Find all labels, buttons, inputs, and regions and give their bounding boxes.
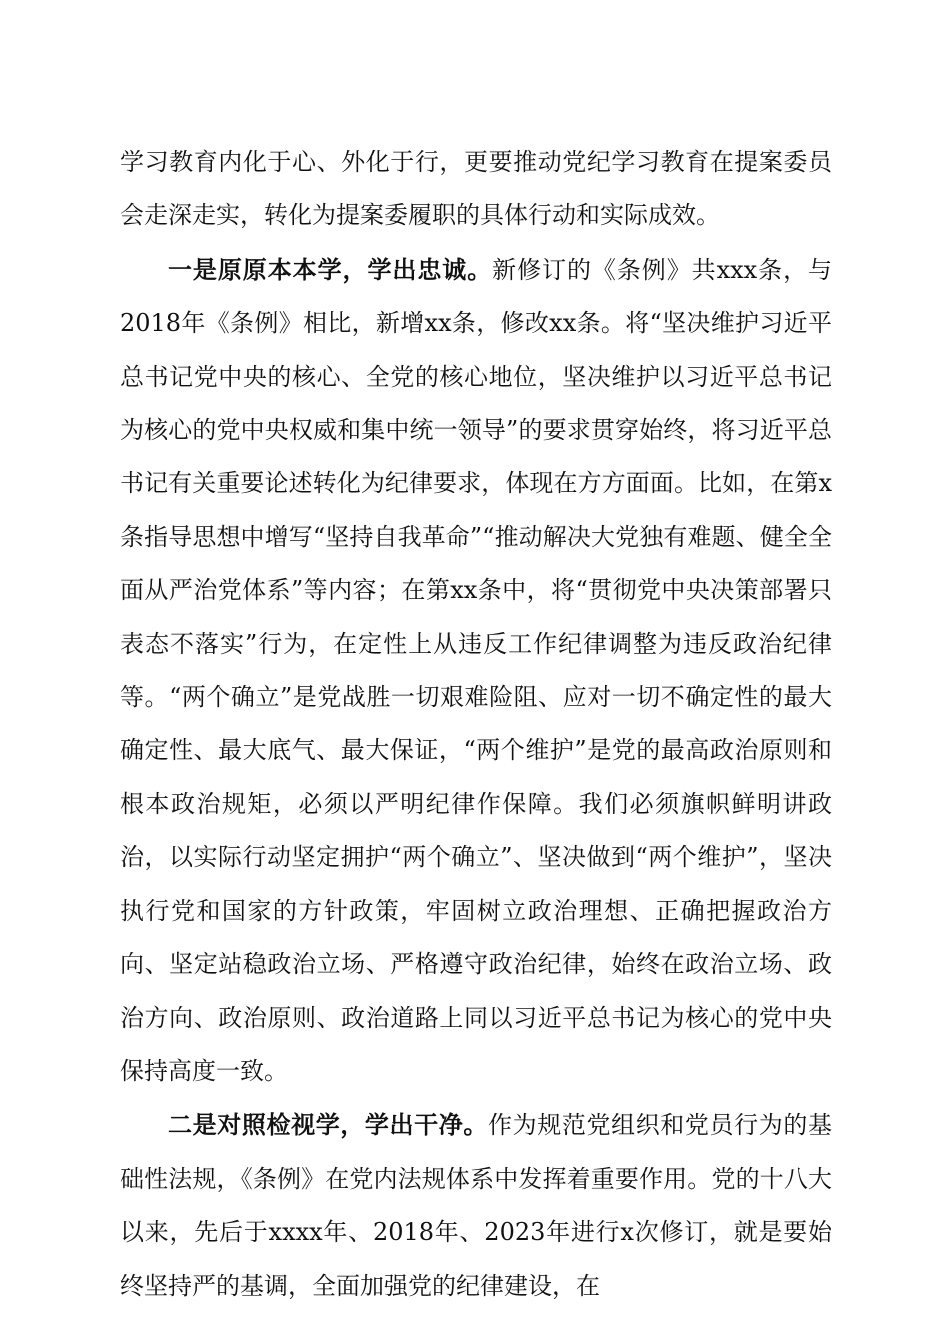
- paragraph-2: [120, 243, 832, 1099]
- paragraph-3: [120, 1098, 832, 1313]
- document-body: [120, 136, 832, 1313]
- paragraph-2-text: 新修订的《条例》共xxx条，与2018年《条例》相比，新增xx条，修改xx条。将“坚决维护习近平总书记党中央的核心、全党的核心地位，坚决维护以习近平总书记为核心的党中央权威和集中统一领导”的要求贯穿始终，将习近平总书记有关重要论述转化为纪律要求，体现在方方面面。比如，在第x条指导思想中增写“坚持自我革命”“推动解决大党独有难题、健全全面从严治党体系”等内容；在第xx条中，将“贯彻党中央决策部署只表态不落实”行为，在定性上从违反工作纪律调整为违反政治纪律等。“两个确立”是党战胜一切艰难险阻、应对一切不确定性的最大确定性、最大底气、最大保证，“两个维护”是党的最高政治原则和根本政治规矩，必须以严明纪律作保障。我们必须旗帜鲜明讲政治，以实际行动坚定拥护“两个确立”、坚决做到“两个维护”，坚决执行党和国家的方针政策，牢固树立政治理想、正确把握政治方向、坚定站稳政治立场、严格遵守政治纪律，始终在政治立场、政治方向、政治原则、政治道路上同以习近平总书记为核心的党中央保持高度一致。: [120, 255, 833, 1085]
- paragraph-3-lead: 二是对照检视学，学出干净。: [168, 1110, 488, 1140]
- paragraph-1-text: 学习教育内化于心、外化于行，更要推动党纪学习教育在提案委员会走深走实，转化为提案委履职的具体行动和实际成效。: [120, 148, 832, 230]
- paragraph-1: [120, 136, 832, 243]
- paragraph-2-lead: 一是原原本本学，学出忠诚。: [168, 254, 493, 284]
- paragraph-3-text: 作为规范党组织和党员行为的基础性法规，《条例》在党内法规体系中发挥着重要作用。党的十八大以来，先后于xxxx年、2018年、2023年进行x次修订，就是要始终坚持严的基调，全面加强党的纪律建设，在: [120, 1111, 832, 1300]
